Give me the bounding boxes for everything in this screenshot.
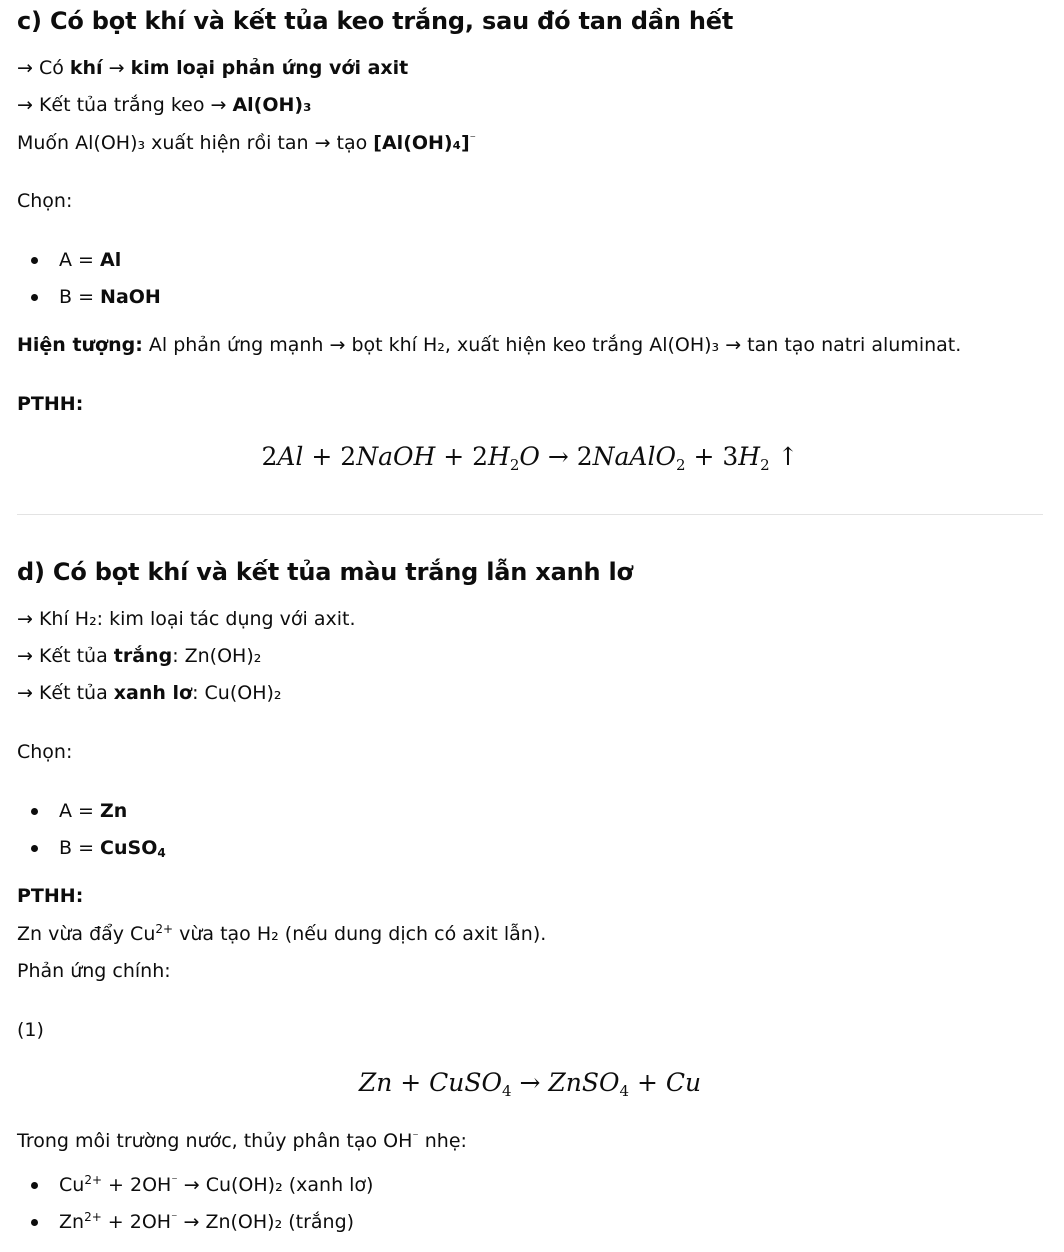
section-c-line-1: → Có khí → kim loại phản ứng với axit <box>17 57 409 79</box>
list-item: A = Zn <box>17 793 1043 830</box>
section-d-pthh-label: PTHH: <box>17 885 84 907</box>
section-d-zn-note: Zn vừa đẩy $Cu^{2+}$ vừa tạo H₂ (nếu dung dịch có axit lẫn). <box>17 922 547 945</box>
section-c-line-2: → Kết tủa trắng keo → Al(OH)₃ <box>17 94 312 116</box>
list-item: $Cu^{2+} + 2OH^{^-} \to Cu(OH)_2$ (xanh lơ) <box>17 1167 1043 1204</box>
section-d-choose-label: Chọn: <box>17 741 73 763</box>
list-item: B = CuSO$_4$ <box>17 830 1043 867</box>
section-divider <box>17 514 1043 515</box>
section-c-pthh-label: PTHH: <box>17 393 84 415</box>
section-d-line-1: → Khí H₂: kim loại tác dụng với axit. <box>17 608 356 630</box>
section-c-choice-list <box>17 242 1043 316</box>
list-item: B = NaOH <box>17 279 1043 316</box>
section-c-heading: c) Có bọt khí và kết tủa keo trắng, sau đó tan dần hết <box>17 7 734 35</box>
section-d-line-2: → Kết tủa trắng: Zn(OH)₂ <box>17 645 262 667</box>
section-c-choose-label: Chọn: <box>17 190 73 212</box>
section-c-phenomenon: Hiện tượng: Al phản ứng mạnh → bọt khí H₂, xuất hiện keo trắng Al(OH)₃ → tan tạo natri aluminat. <box>17 334 962 356</box>
section-d-heading: d) Có bọt khí và kết tủa màu trắng lẫn xanh lơ <box>17 558 633 586</box>
section-d-hydrolysis-note: Trong môi trường nước, thủy phân tạo OH⁻ nhẹ: <box>17 1129 467 1152</box>
section-d-line-3: → Kết tủa xanh lơ: Cu(OH)₂ <box>17 682 282 704</box>
section-d-hydrolysis-list <box>17 1167 1043 1241</box>
list-item: A = Al <box>17 242 1043 279</box>
section-d-main-reaction-label: Phản ứng chính: <box>17 960 171 982</box>
list-item: $Zn^{2+} + 2OH^{^-} \to Zn(OH)_2$ (trắng) <box>17 1204 1043 1241</box>
section-d-equation: Zn + CuSO$_4$ → ZnSO$_4$ + Cu <box>358 1068 702 1100</box>
section-c-equation: 2Al + 2NaOH + $2H_2O$ → 2NaAlO$_2$ + $3H_2$ ↑ <box>261 442 799 474</box>
equation-number: (1) <box>17 1019 44 1041</box>
section-c-line-3: Muốn Al(OH)₃ xuất hiện rồi tan → tạo [Al(OH)₄]⁻ <box>17 131 476 154</box>
section-d-choice-list <box>17 793 1043 867</box>
